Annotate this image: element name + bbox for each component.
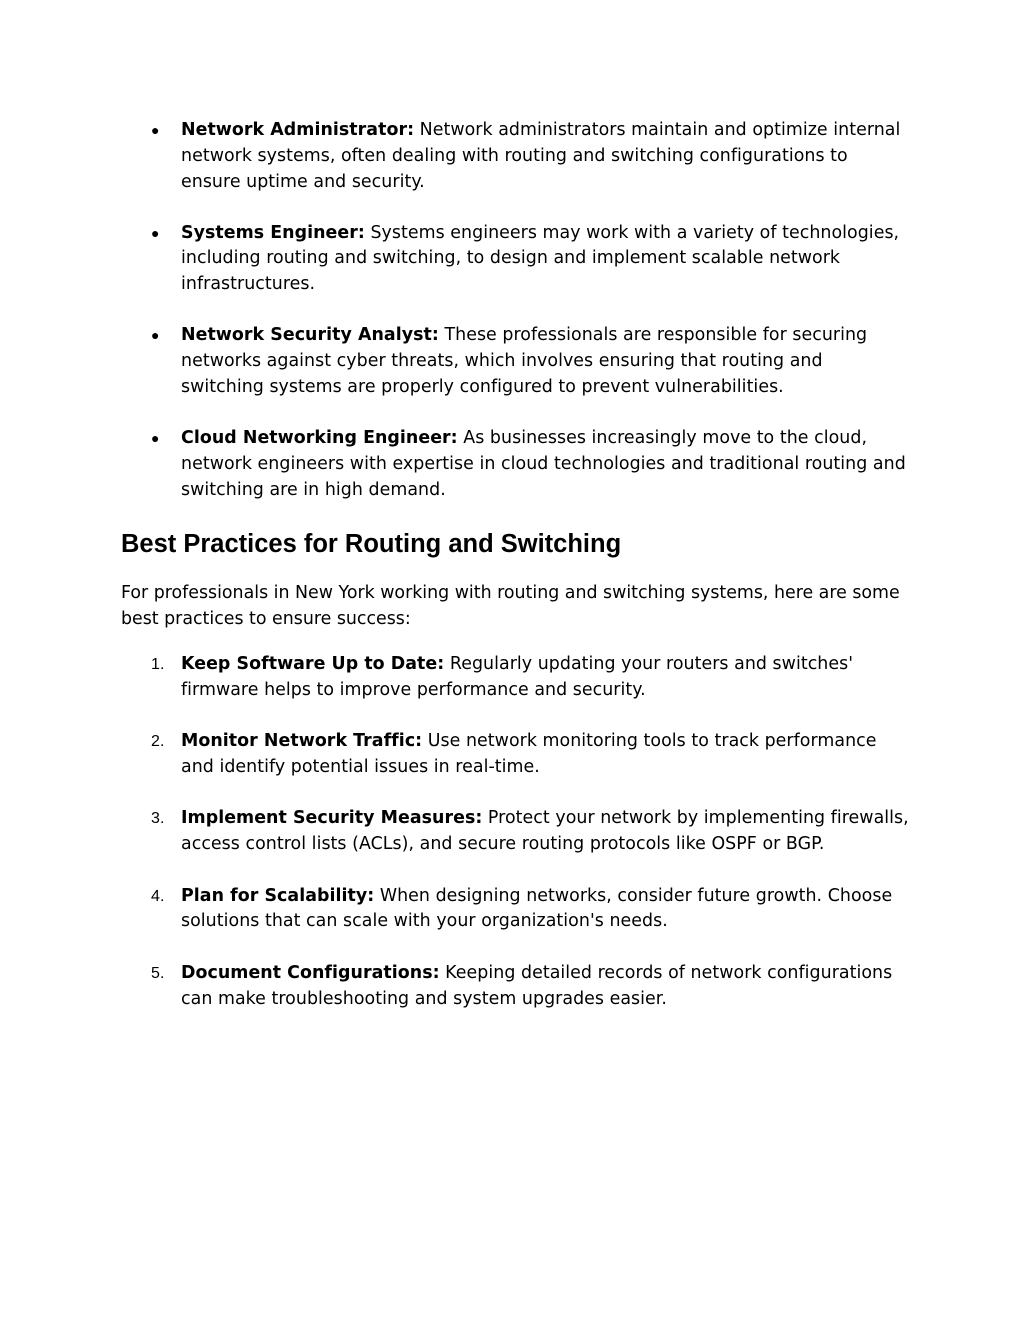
- list-item: [121, 118, 911, 195]
- section-intro: For professionals in New York working with routing and switching systems, here are some best practices to ensure success:: [121, 583, 900, 630]
- list-item: [121, 806, 911, 858]
- practice-description: Use network monitoring tools to track performance and identify potential issues in real-time.: [181, 731, 877, 778]
- career-description: These professionals are responsible for securing networks against cyber threats, which involves ensuring that routing and switching systems are properly configured to prevent vulnerabilities.: [181, 325, 868, 397]
- section-heading: Best Practices for Routing and Switching: [121, 530, 622, 559]
- number-marker: 2.: [151, 733, 165, 751]
- career-term: Network Administrator:: [181, 120, 415, 140]
- career-description: As businesses increasingly move to the cloud, network engineers with expertise in cloud technologies and traditional routing and switching are in high demand.: [181, 428, 906, 500]
- practice-term: Plan for Scalability:: [181, 885, 375, 906]
- bullet-marker: ●: [151, 122, 160, 138]
- list-item: [121, 729, 911, 781]
- list-item: [121, 221, 911, 298]
- list-item: [121, 426, 911, 503]
- number-marker: 5.: [151, 964, 165, 982]
- bullet-marker: ●: [151, 327, 160, 344]
- list-item: [121, 652, 911, 704]
- number-marker: 4.: [151, 887, 165, 905]
- document-page: [121, 118, 911, 1038]
- bullet-marker: ●: [151, 224, 160, 241]
- list-item: [121, 323, 911, 400]
- practice-term: Document Configurations:: [181, 962, 440, 983]
- practice-term: Monitor Network Traffic:: [181, 731, 423, 752]
- practice-description: Keeping detailed records of network configurations can make troubleshooting and system upgrades easier.: [181, 962, 893, 1009]
- practice-description: Protect your network by implementing firewalls, access control lists (ACLs), and secure routing protocols like OSPF or BGP.: [181, 808, 909, 855]
- number-marker: 1.: [151, 656, 165, 674]
- career-term: Systems Engineer:: [181, 222, 365, 243]
- number-marker: 3.: [151, 810, 165, 828]
- career-description: Network administrators maintain and optimize internal network systems, often dealing with routing and switching configurations to ensure uptime and security.: [181, 120, 901, 192]
- best-practices-list: [121, 652, 911, 1012]
- bullet-marker: ●: [151, 430, 160, 447]
- practice-term: Implement Security Measures:: [181, 808, 483, 829]
- career-term: Cloud Networking Engineer:: [181, 428, 458, 449]
- list-item: [121, 961, 911, 1013]
- list-item: [121, 884, 911, 936]
- practice-description: When designing networks, consider future growth. Choose solutions that can scale with your organization's needs.: [181, 885, 893, 932]
- career-term: Network Security Analyst:: [181, 325, 439, 346]
- practice-description: Regularly updating your routers and switches' firmware helps to improve performance and security.: [181, 654, 854, 700]
- career-description: Systems engineers may work with a variety of technologies, including routing and switching, to design and implement scalable network infrastructures.: [181, 222, 900, 295]
- practice-term: Keep Software Up to Date:: [181, 654, 445, 675]
- career-list: [121, 118, 911, 503]
